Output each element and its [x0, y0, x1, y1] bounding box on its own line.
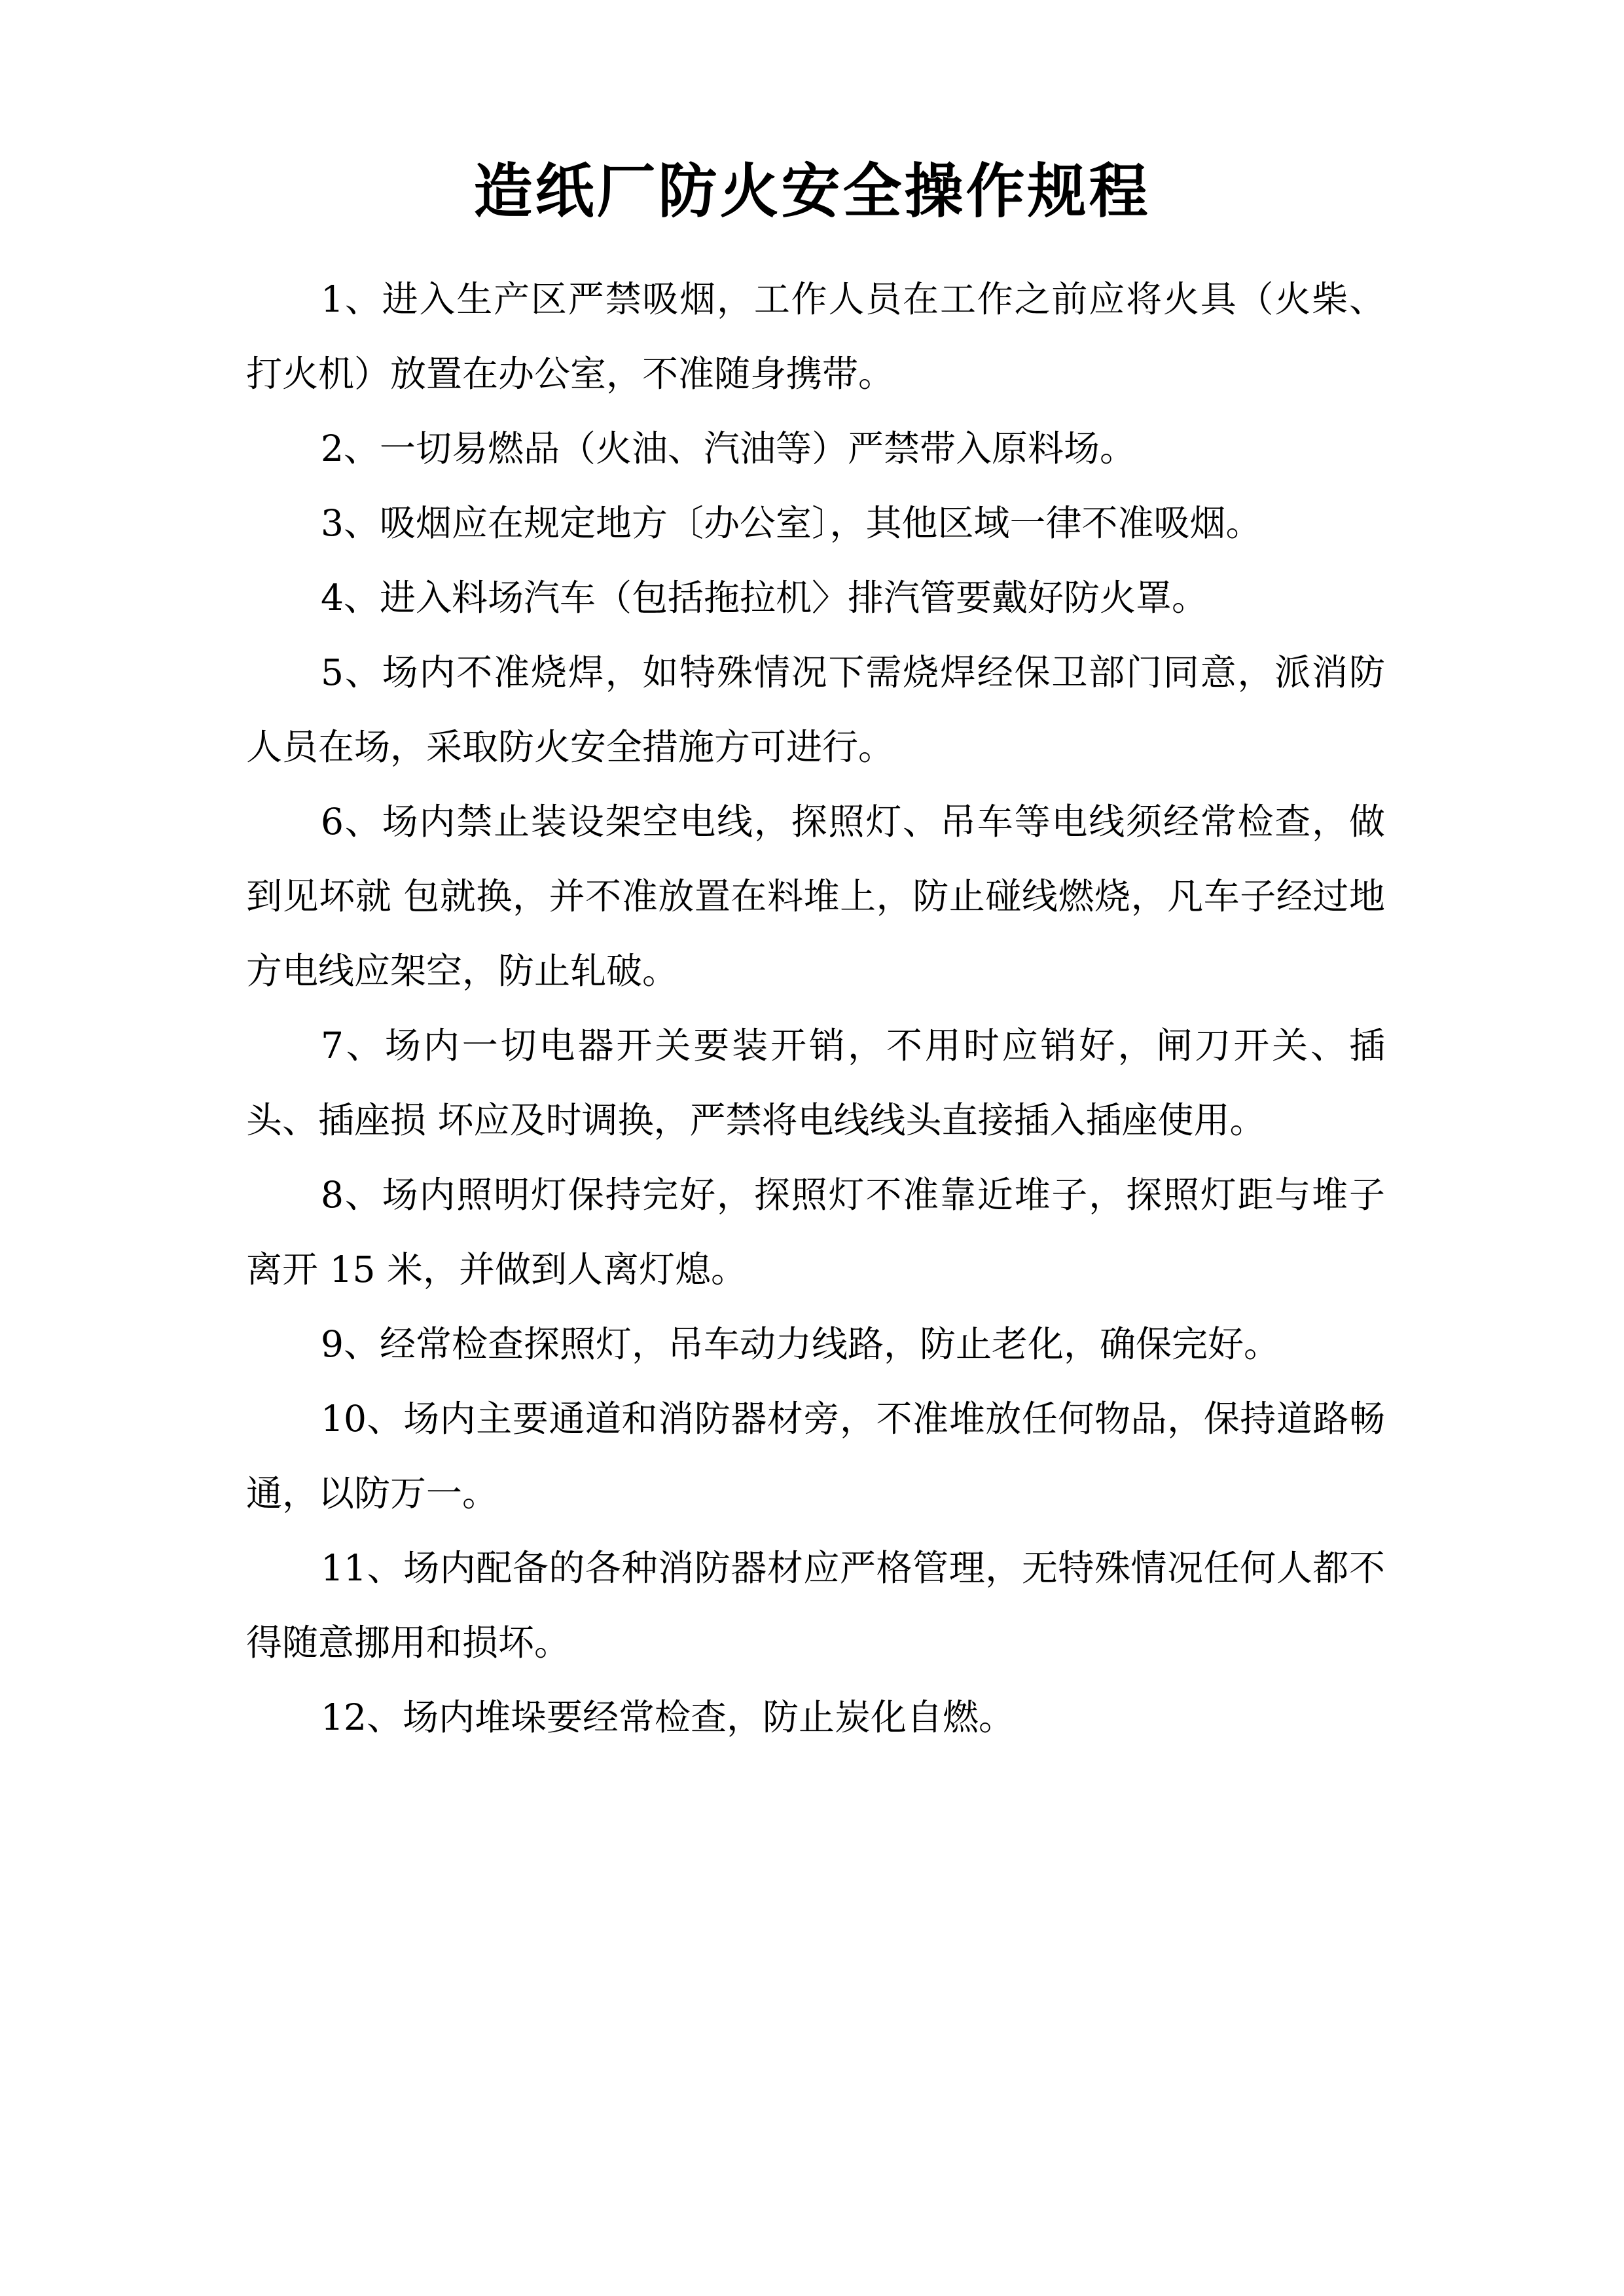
clause-6: 6、场内禁止装设架空电线，探照灯、吊车等电线须经常检查，做到见坏就 包就换，并不准放置在料堆上，防止碰线燃烧，凡车子经过地方电线应架空，防止轧破。: [246, 801, 1385, 992]
clause-4: 4、进入料场汽车（包括拖拉机〉排汽管要戴好防火罩。: [321, 577, 1208, 619]
clause-7: 7、场内一切电器开关要装开销，不用时应销好，闸刀开关、插头、插座损 坏应及时调换，严禁将电线线头直接插入插座使用。: [246, 1025, 1385, 1141]
clause-5: 5、场内不准烧焊，如特殊情况下需烧焊经保卫部门同意，派消防人员在场，采取防火安全措施方可进行。: [246, 651, 1385, 768]
document-body: [246, 262, 1385, 1755]
clause-10: 10、场内主要通道和消防器材旁，不准堆放任何物品，保持道路畅通，以防万一。: [246, 1398, 1385, 1514]
clause-1: 1、进入生产区严禁吸烟，工作人员在工作之前应将火具（火柴、打火机）放置在办公室，不准随身携带。: [246, 278, 1385, 395]
clause-8: 8、场内照明灯保持完好，探照灯不准靠近堆子，探照灯距与堆子离开 15 米，并做到人离灯熄。: [246, 1174, 1385, 1290]
clause-12: 12、场内堆垛要经常检查，防止炭化自燃。: [321, 1696, 1015, 1738]
clause-2: 2、一切易燃品（火油、汽油等）严禁带入原料场。: [321, 428, 1136, 469]
clause-11: 11、场内配备的各种消防器材应严格管理，无特殊情况任何人都不得随意挪用和损坏。: [246, 1547, 1385, 1664]
clause-3: 3、吸烟应在规定地方〔办公室〕，其他区域一律不准吸烟。: [321, 502, 1262, 544]
clause-9: 9、经常检查探照灯，吊车动力线路，防止老化，确保完好。: [321, 1323, 1280, 1365]
document-title: 造纸厂防火安全操作规程: [473, 156, 1151, 226]
